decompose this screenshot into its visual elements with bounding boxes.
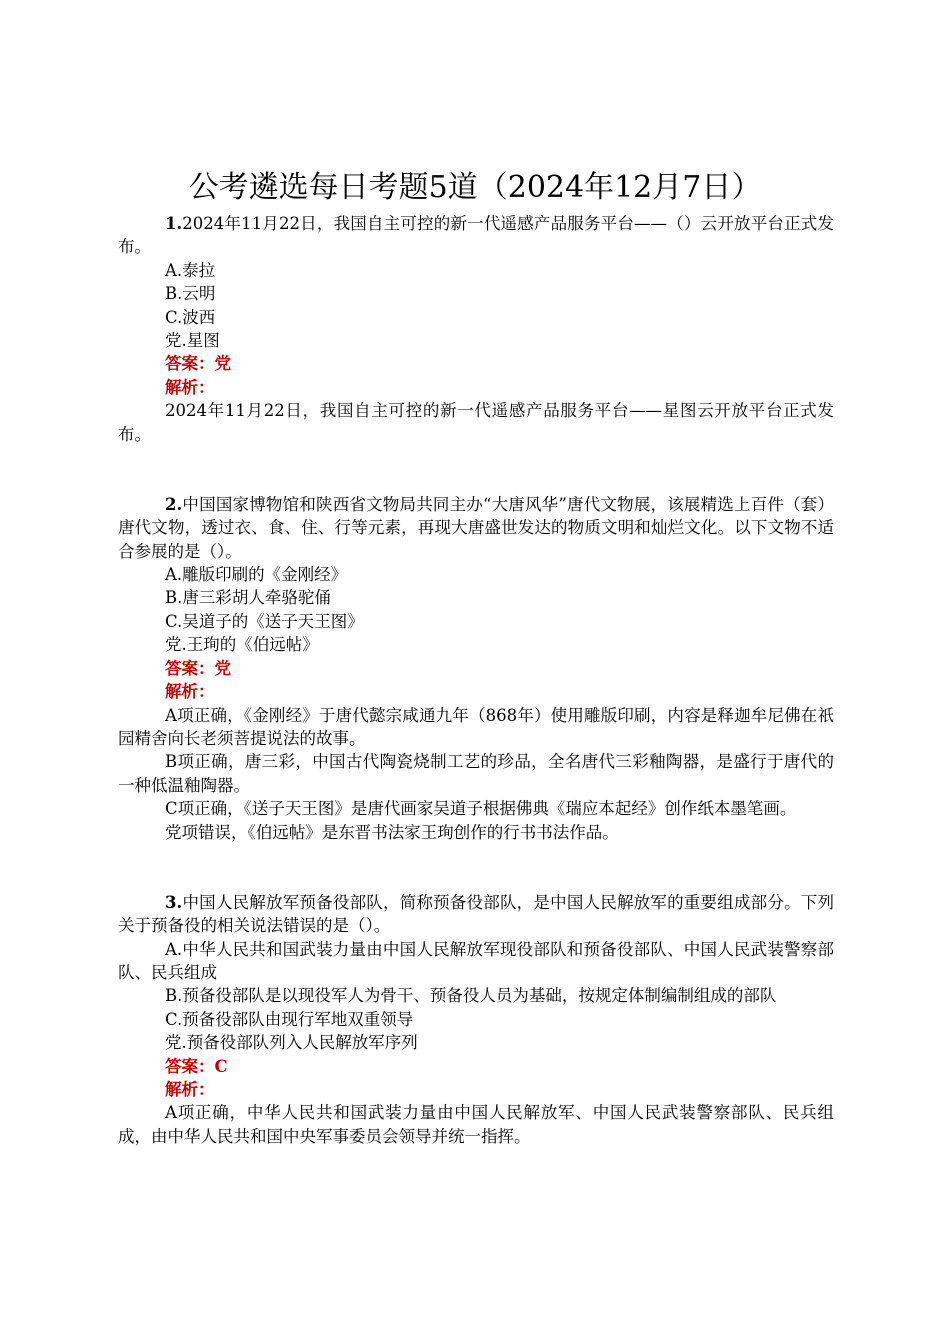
question-2 [118, 493, 834, 844]
answer-label: 答案： [165, 658, 215, 678]
option-b: B.预备役部队是以现役军人为骨干、预备役人员为基础，按规定体制编制组成的部队 [165, 986, 777, 1006]
spacer [118, 867, 834, 890]
question-1 [118, 212, 834, 446]
spacer [118, 446, 834, 469]
analysis-label: 解析： [165, 1079, 215, 1099]
option-b: B.唐三彩胡人牵骆驼俑 [165, 588, 331, 608]
answer-label: 答案： [165, 354, 215, 374]
question-number: 3. [165, 892, 183, 912]
analysis-paragraph: A项正确，《金刚经》于唐代懿宗咸通九年（868年）使用雕版印刷，内容是释迦牟尼佛在祇园精舍向长老须菩提说法的故事。 [118, 705, 834, 748]
option-a: A.中华人民共和国武装力量由中国人民解放军现役部队和预备役部队、中国人民武装警察部队、民兵组成 [118, 939, 834, 982]
spacer [118, 469, 834, 492]
questions-container [118, 212, 834, 1148]
question-text: 2024年11月22日，我国自主可控的新一代遥感产品服务平台——（）云开放平台正式发布。 [118, 214, 834, 257]
analysis-paragraph: A项正确，中华人民共和国武装力量由中国人民解放军、中国人民武装警察部队、民兵组成，由中华人民共和国中央军事委员会领导并统一指挥。 [118, 1103, 834, 1146]
analysis-paragraph: 2024年11月22日，我国自主可控的新一代遥感产品服务平台——星图云开放平台正式发布。 [118, 401, 834, 444]
analysis-paragraph: B项正确，唐三彩，中国古代陶瓷烧制工艺的珍品，全名唐代三彩釉陶器，是盛行于唐代的一种低温釉陶器。 [118, 752, 834, 795]
option-b: B.云明 [165, 284, 216, 304]
option-a: A.雕版印刷的《金刚经》 [165, 565, 348, 585]
answer-line [118, 1055, 834, 1078]
question-number: 1. [165, 214, 183, 233]
answer-value: 党 [214, 354, 231, 374]
option-c: C.预备役部队由现行军地双重领导 [165, 1009, 414, 1029]
question-text: 中国人民解放军预备役部队，简称预备役部队，是中国人民解放军的重要组成部分。下列关于预备役的相关说法错误的是（）。 [118, 892, 834, 936]
option-c: C.波西 [165, 307, 216, 327]
spacer [118, 844, 834, 867]
option-c: C.吴道子的《送子天王图》 [165, 611, 364, 631]
analysis-paragraph: 党项错误，《伯远帖》是东晋书法家王珣创作的行书书法作品。 [165, 822, 619, 842]
question-number: 2. [165, 494, 183, 514]
answer-value: 党 [214, 658, 231, 678]
answer-label: 答案： [165, 1056, 215, 1076]
option-a: A.泰拉 [165, 260, 216, 280]
analysis-label: 解析： [165, 682, 215, 702]
option-d: 党.预备役部队列入人民解放军序列 [165, 1033, 418, 1053]
answer-line [118, 657, 834, 680]
question-stem [118, 212, 834, 259]
question-3 [118, 891, 834, 1148]
question-stem [118, 891, 834, 938]
question-text: 中国国家博物馆和陕西省文物局共同主办“大唐风华”唐代文物展，该展精选上百件（套）唐代文物，透过衣、食、住、行等元素，再现大唐盛世发达的物质文明和灿烂文化。以下文物不适合参展的是（）。 [118, 494, 834, 561]
option-d: 党.王珣的《伯远帖》 [165, 635, 319, 655]
answer-line [118, 352, 834, 375]
question-stem [118, 493, 834, 563]
option-d: 党.星图 [165, 331, 220, 351]
page-title: 公考遴选每日考题5道（2024年12月7日） [188, 170, 762, 205]
answer-value: C [214, 1056, 228, 1076]
analysis-label: 解析： [165, 377, 215, 397]
analysis-paragraph: C项正确，《送子天王图》是唐代画家吴道子根据佛典《瑞应本起经》创作纸本墨笔画。 [165, 799, 797, 819]
